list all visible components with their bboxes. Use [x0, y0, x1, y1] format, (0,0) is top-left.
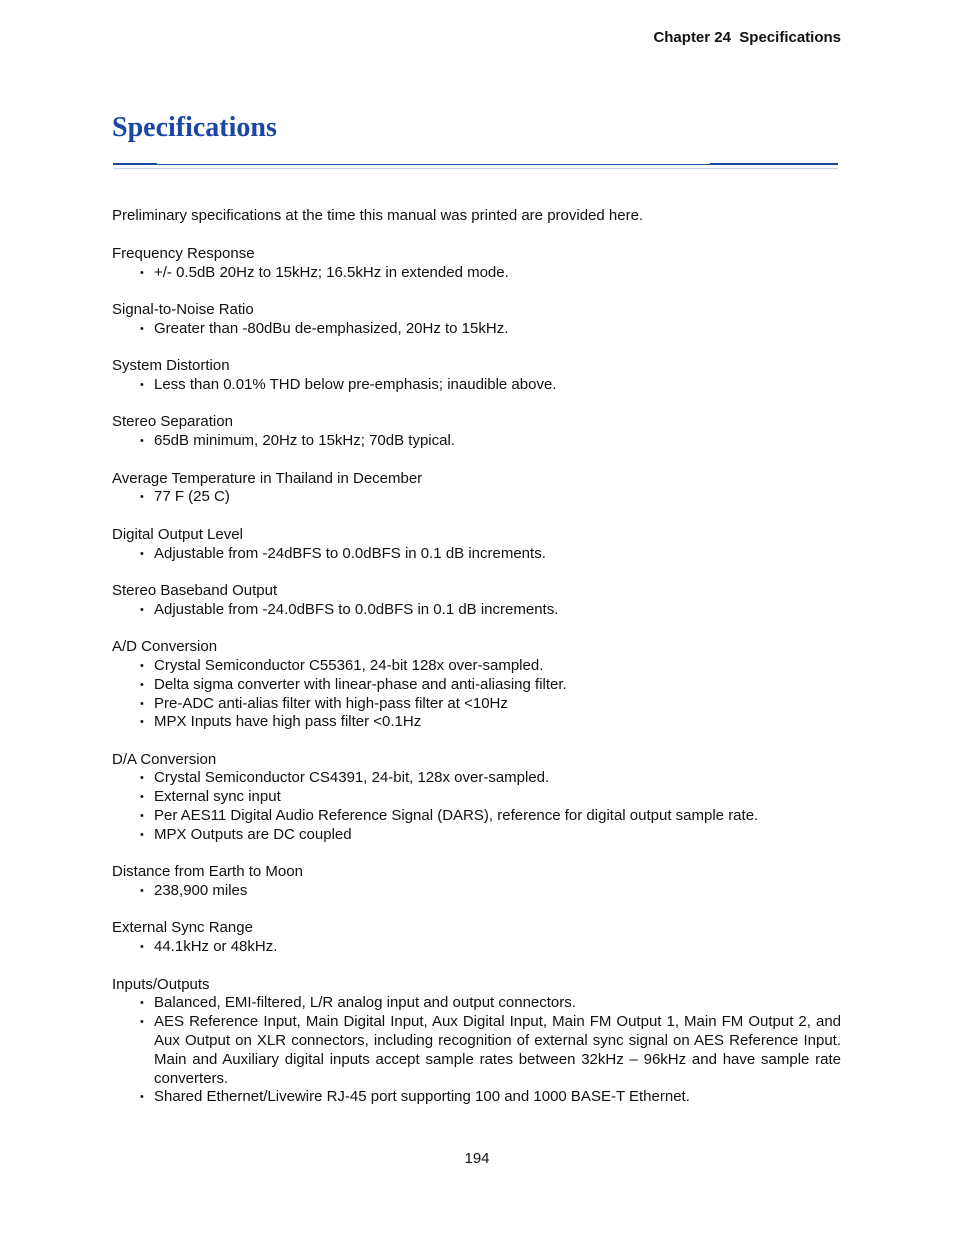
spec-section	[112, 470, 841, 508]
spec-section	[112, 357, 841, 395]
spec-bullet-list	[112, 320, 841, 339]
spec-heading: System Distortion	[112, 357, 230, 375]
spec-section	[112, 863, 841, 901]
spec-bullet-item: • Per AES11 Digital Audio Reference Signal (DARS), reference for digital output sample rate.	[112, 807, 841, 826]
spec-bullet-item: • Adjustable from -24.0dBFS to 0.0dBFS in 0.1 dB increments.	[112, 601, 841, 620]
spec-bullet-item: • Greater than -80dBu de-emphasized, 20Hz to 15kHz.	[112, 320, 841, 339]
spec-bullet-list	[112, 657, 841, 732]
spec-bullet-list	[112, 432, 841, 451]
spec-bullet-list	[112, 994, 841, 1107]
spec-bullet-item: • 77 F (25 C)	[112, 488, 841, 507]
spec-bullet-item: • Delta sigma converter with linear-phase and anti-aliasing filter.	[112, 676, 841, 695]
spec-bullet-list	[112, 938, 841, 957]
spec-section	[112, 919, 841, 957]
spec-heading: Stereo Separation	[112, 413, 233, 431]
spec-section	[112, 245, 841, 283]
page-number: 194	[464, 1150, 490, 1167]
spec-heading: D/A Conversion	[112, 750, 217, 768]
spec-list-container	[112, 245, 841, 1107]
intro-paragraph: Preliminary specifications at the time this manual was printed are provided here.	[112, 207, 644, 224]
spec-bullet-item: • Crystal Semiconductor CS4391, 24-bit, 128x over-sampled.	[112, 769, 841, 788]
spec-heading: Distance from Earth to Moon	[112, 863, 303, 881]
spec-section	[112, 638, 841, 732]
running-header: Chapter 24 Specifications	[653, 29, 841, 46]
spec-bullet-list	[112, 545, 841, 564]
spec-bullet-item: • Balanced, EMI-filtered, L/R analog input and output connectors.	[112, 994, 841, 1013]
spec-bullet-item: • +/- 0.5dB 20Hz to 15kHz; 16.5kHz in extended mode.	[112, 264, 841, 283]
spec-section	[112, 526, 841, 564]
spec-bullet-item: • MPX Outputs are DC coupled	[112, 826, 841, 845]
spec-bullet-list	[112, 601, 841, 620]
spec-bullet-item: • External sync input	[112, 788, 841, 807]
spec-heading: Signal-to-Noise Ratio	[112, 300, 254, 318]
spec-heading: Frequency Response	[112, 244, 255, 262]
spec-bullet-list	[112, 264, 841, 283]
spec-bullet-item: • MPX Inputs have high pass filter <0.1Hz	[112, 713, 841, 732]
spec-bullet-item: • 44.1kHz or 48kHz.	[112, 938, 841, 957]
spec-bullet-item: • Less than 0.01% THD below pre-emphasis; inaudible above.	[112, 376, 841, 395]
specifications-body	[112, 207, 841, 1126]
spec-heading: A/D Conversion	[112, 638, 218, 656]
page-title: Specifications	[112, 112, 277, 143]
spec-bullet-item: • 65dB minimum, 20Hz to 15kHz; 70dB typical.	[112, 432, 841, 451]
title-divider	[113, 163, 838, 170]
spec-bullet-item: • Crystal Semiconductor C55361, 24-bit 128x over-sampled.	[112, 657, 841, 676]
spec-heading: Stereo Baseband Output	[112, 581, 278, 599]
spec-heading: Inputs/Outputs	[112, 975, 210, 993]
spec-section	[112, 301, 841, 339]
spec-bullet-item: • Pre-ADC anti-alias filter with high-pass filter at <10Hz	[112, 695, 841, 714]
spec-heading: External Sync Range	[112, 919, 253, 937]
spec-section	[112, 413, 841, 451]
spec-heading: Digital Output Level	[112, 525, 243, 543]
spec-heading: Average Temperature in Thailand in December	[112, 469, 423, 487]
spec-bullet-item: • Adjustable from -24dBFS to 0.0dBFS in 0.1 dB increments.	[112, 545, 841, 564]
spec-bullet-item: • 238,900 miles	[112, 882, 841, 901]
spec-bullet-list	[112, 488, 841, 507]
spec-bullet-list	[112, 769, 841, 844]
spec-bullet-item: • AES Reference Input, Main Digital Input, Aux Digital Input, Main FM Output 1, Main FM Output 2, and Aux Output on XLR connectors, including recognition of external sync signal on AES Reference Input. Main and Auxiliary digital inputs accept sample rates between 32kHz – 96kHz and have sample rate converters.	[112, 1013, 841, 1088]
spec-bullet-item: • Shared Ethernet/Livewire RJ-45 port supporting 100 and 1000 BASE-T Ethernet.	[112, 1088, 841, 1107]
spec-section	[112, 976, 841, 1108]
spec-bullet-list	[112, 376, 841, 395]
spec-section	[112, 751, 841, 845]
spec-bullet-list	[112, 882, 841, 901]
spec-section	[112, 582, 841, 620]
